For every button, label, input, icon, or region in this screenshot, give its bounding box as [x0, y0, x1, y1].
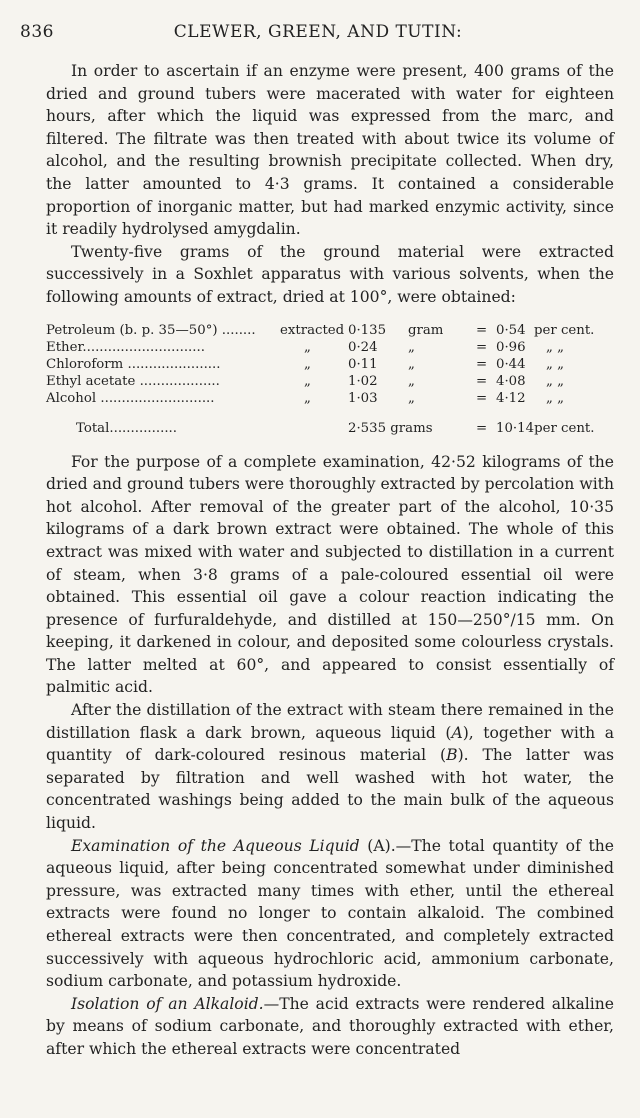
- percent-value: 4·12: [496, 390, 526, 406]
- table-row: [46, 357, 614, 374]
- extracted-word: extracted: [280, 322, 345, 338]
- solvent-label: Chloroform ......................: [46, 356, 221, 372]
- solvent-label: Alcohol ...........................: [46, 390, 215, 406]
- extract-quantity: 0·11: [348, 356, 378, 372]
- percent-unit: „ „: [546, 373, 565, 389]
- percent-unit: „ „: [546, 356, 565, 372]
- extracted-word: „: [304, 356, 311, 372]
- extracted-word: „: [304, 373, 311, 389]
- extract-quantity: 1·03: [348, 390, 378, 406]
- paragraph-distillation: After the distillation of the extract with steam there remained in the distillation flask a dark brown, aqueous liquid (A), together with a quantity of dark-coloured resinous material (B). The latter was separated by filtration and well washed with hot water, the concentrated washings being added to the main bulk of the aqueous liquid.: [46, 701, 615, 833]
- solvent-label: Ether.............................: [46, 339, 205, 355]
- equals-sign: =: [476, 356, 488, 372]
- body-text: [46, 60, 614, 1061]
- paragraph-percolation: For the purpose of a complete examination, 42·52 kilograms of the dried and ground tubers were thoroughly extracted by percolation with hot alcohol. After removal of the greater part of the alcohol, 10·35 kilograms of a dark brown extract were obtained. The whole of this extract was mixed with water and subjected to distillation in a current of steam, when 3·8 grams of a pale-coloured essential oil were obtained. This essential oil gave a colour reaction indicating the presence of furfuraldehyde, and distilled at 150—250°/15 mm. On keeping, it darkened in colour, and deposited some colourless crystals. The latter melted at 60°, and appeared to consist essentially of palmitic acid.: [46, 452, 614, 697]
- percent-value: 0·44: [496, 356, 526, 372]
- solvent-label: Ethyl acetate ...................: [46, 373, 220, 389]
- extract-table: [46, 323, 614, 441]
- extract-quantity: 0·135: [348, 322, 387, 338]
- extract-unit: „: [408, 390, 415, 406]
- running-title: CLEWER, GREEN, AND TUTIN:: [173, 22, 463, 42]
- paragraph-aqueous-liquid: Examination of the Aqueous Liquid (A).—The total quantity of the aqueous liquid, after being concentrated somewhat under diminished pressure, was extracted many times with ether, until the ethereal extracts were found no longer to contain alkaloid. The combined ethereal extracts were then concentrated, and completely extracted successively with aqueous hydrochloric acid, ammonium carbonate, sodium carbonate, and potassium hydroxide.: [46, 836, 614, 991]
- paragraph-soxhlet: Twenty-five grams of the ground material were extracted successively in a Soxhlet apparatus with various solvents, when the following amounts of extract, dried at 100°, were obtained:: [46, 242, 614, 306]
- extracted-word: „: [304, 390, 311, 406]
- paragraph-alkaloid: Isolation of an Alkaloid.—The acid extracts were rendered alkaline by means of sodium carbonate, and thoroughly extracted with ether, after which the ethereal extracts were concentrated: [46, 994, 614, 1058]
- percent-unit: „ „: [546, 390, 565, 406]
- table-row: [46, 323, 614, 340]
- paragraph-enzyme: In order to ascertain if an enzyme were present, 400 grams of the dried and ground tubers were macerated with water for eighteen hours, after which the liquid was expressed from the marc, and filtered. The filtrate was then treated with about twice its volume of alcohol, and the resulting brownish precipitate collected. When dry, the latter amounted to 4·3 grams. It contained a considerable proportion of inorganic matter, but had marked enzymic activity, since it readily hydrolysed amygdalin.: [46, 62, 614, 239]
- total-percent: 10·14per cent.: [496, 420, 595, 436]
- extract-quantity: 1·02: [348, 373, 378, 389]
- percent-value: 0·96: [496, 339, 526, 355]
- equals-sign: =: [476, 390, 488, 406]
- total-quantity: 2·535 grams: [348, 420, 433, 436]
- page-header: [20, 22, 616, 48]
- section-heading-alkaloid: Isolation of an Alkaloid.: [70, 994, 264, 1013]
- percent-value: 0·54: [496, 322, 526, 338]
- total-label: Total................: [76, 420, 178, 436]
- solvent-label: Petroleum (b. p. 35—50°) ........: [46, 322, 256, 338]
- percent-unit: „ „: [546, 339, 565, 355]
- liquid-a-label: A: [451, 723, 463, 742]
- extract-unit: „: [408, 356, 415, 372]
- extract-unit: „: [408, 339, 415, 355]
- extract-quantity: 0·24: [348, 339, 378, 355]
- percent-value: 4·08: [496, 373, 526, 389]
- page-number: 836: [20, 22, 54, 42]
- percent-unit: per cent.: [534, 322, 595, 338]
- table-row: [46, 391, 614, 408]
- equals-sign: =: [476, 339, 488, 355]
- table-total-row: [46, 421, 614, 438]
- table-row: [46, 374, 614, 391]
- extracted-word: „: [304, 339, 311, 355]
- equals-sign: =: [476, 373, 488, 389]
- equals-sign: =: [476, 322, 488, 338]
- material-b-label: B: [446, 746, 458, 765]
- extract-unit: „: [408, 373, 415, 389]
- equals-sign: =: [476, 420, 488, 436]
- section-heading-aqueous: Examination of the Aqueous Liquid: [70, 836, 360, 855]
- table-row: [46, 340, 614, 357]
- extract-unit: gram: [408, 322, 444, 338]
